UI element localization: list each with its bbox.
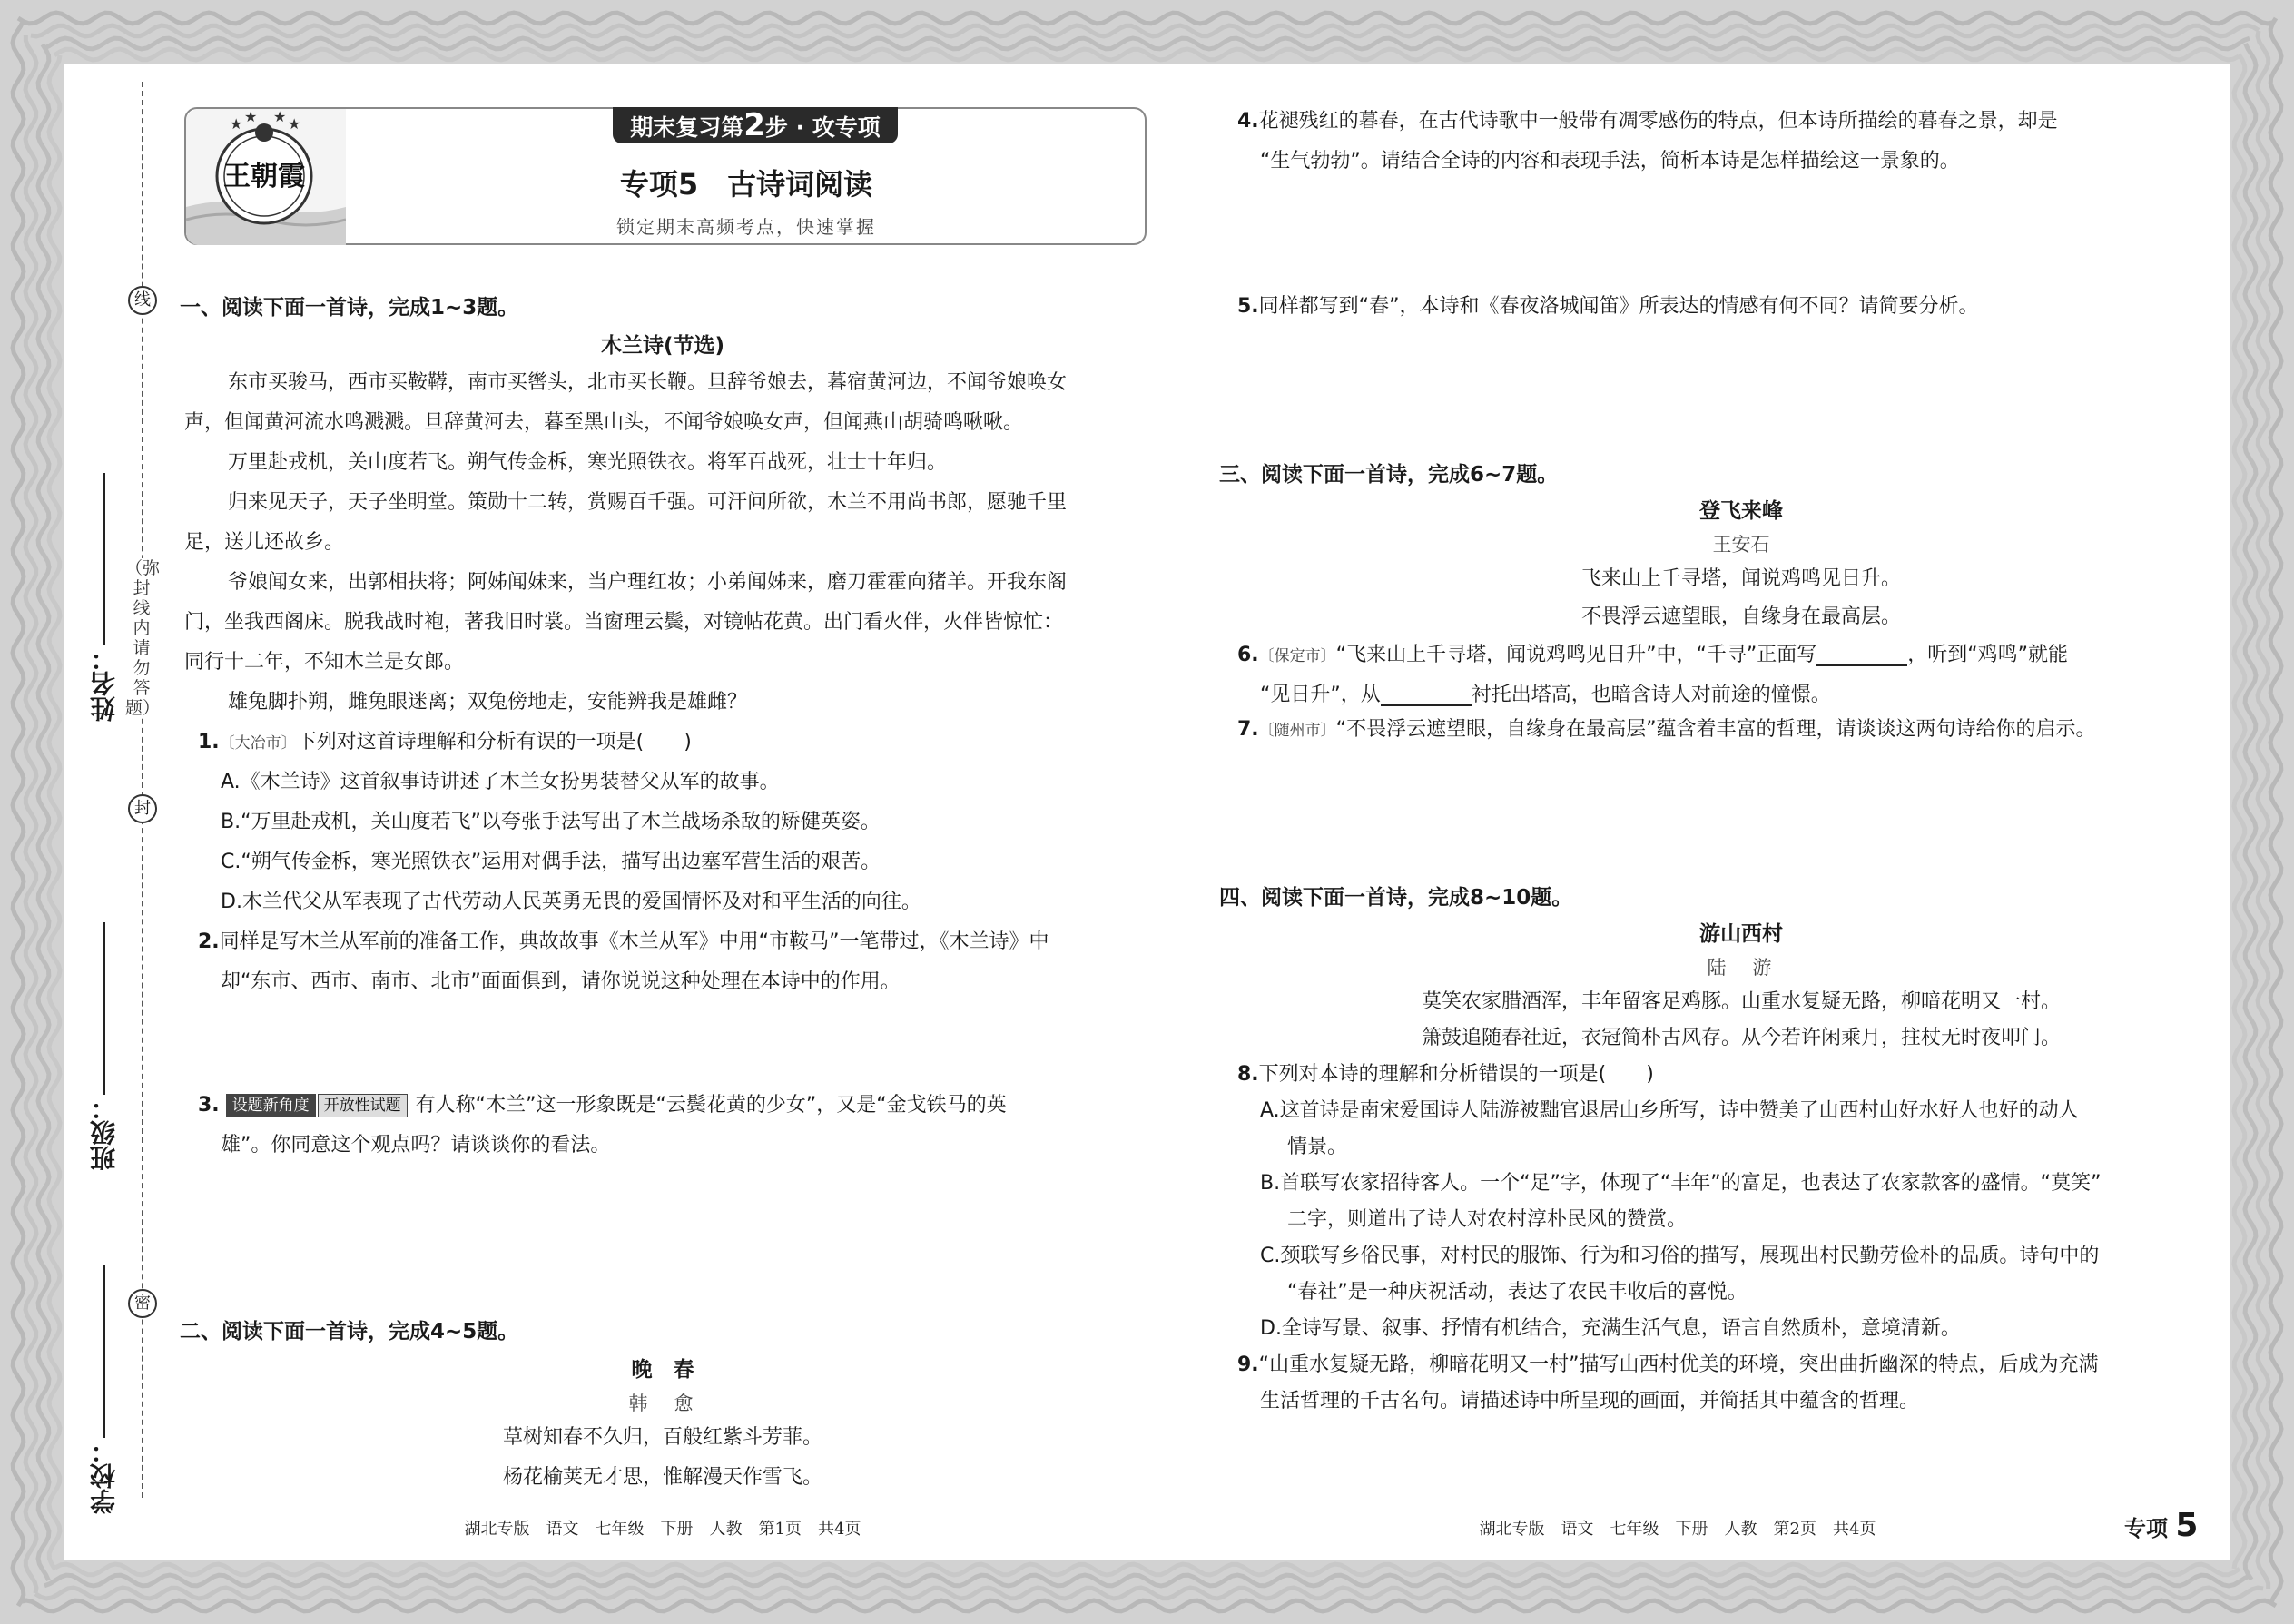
class-field[interactable] [82,917,127,1171]
q7-source: 〔随州市〕 [1258,722,1336,740]
q6-num: 6. [1237,644,1259,666]
section-1-heading: 一、阅读下面一首诗，完成1~3题。 [180,296,519,320]
section-corner-label [2124,1507,2198,1544]
logo-text: 王朝霞 [223,161,305,192]
q1-source: 〔大冶市〕 [219,734,297,753]
q7-answer-area[interactable] [1260,755,2250,855]
seal-circle-feng: 封 [128,794,157,823]
q3-line: 雄”。你同意这个观点吗？请谈谈你的看法。 [221,1134,611,1156]
footer-right: 湖北专版 语文 七年级 下册 人教 第2页 共4页 [1479,1520,1876,1539]
svg-text:★: ★ [273,109,287,125]
q8-text: 下列对本诗的理解和分析错误的一项是( ) [1258,1063,1654,1086]
corner-label-num: 5 [2175,1507,2199,1544]
q6-blank-2[interactable] [1381,684,1472,706]
q1-option-c[interactable]: C.“朔气传金柝，寒光照铁衣”运用对偶手法，描写出边塞军营生活的艰苦。 [221,851,881,873]
poem-1-line: 东市买骏马，西市买鞍鞯，南市买辔头，北市买长鞭。旦辞爷娘去，暮宿黄河边，不闻爷娘唤女 [228,371,1068,394]
question-1 [198,723,692,763]
q8-option-d[interactable]: D.全诗写景、叙事、抒情有机结合，充满生活气息，语言自然质朴，意境清新。 [1260,1317,1961,1340]
q3-tag-open: 开放性试题 [318,1094,408,1117]
class-label: 班级： [89,1095,119,1171]
poem-4-title: 游山西村 [1699,922,1783,946]
section-3-heading: 三、阅读下面一首诗，完成6~7题。 [1219,463,1559,487]
name-blank[interactable] [103,473,105,645]
question-5 [1237,287,1978,327]
q7-text: “不畏浮云遮望眼，自缘身在最高层”蕴含着丰富的哲理，请谈谈这两句诗给你的启示。 [1335,718,2096,741]
poem-2-title: 晚 春 [631,1358,694,1382]
seal-circle-mi: 密 [128,1289,157,1318]
question-4 [1237,102,2058,142]
poem-1-line: 归来见天子，天子坐明堂。策勋十二转，赏赐百千强。可汗问所欲，木兰不用尚书郎，愿驰千里 [228,491,1068,514]
question-7 [1237,710,2095,751]
poem-2-line: 草树知春不久归，百般红紫斗芳菲。 [502,1426,822,1449]
footer-left: 湖北专版 语文 七年级 下册 人教 第1页 共4页 [464,1520,861,1539]
q6-text-b: ，听到“鸡鸣”就能 [1907,644,2069,666]
q1-option-d[interactable]: D.木兰代父从军表现了古代劳动人民英勇无畏的爱国情怀及对和平生活的向往。 [221,891,921,913]
poem-1-line: 声，但闻黄河流水鸣溅溅。旦辞黄河去，暮至黑山头，不闻爷娘唤女声，但闻燕山胡骑鸣啾啾。 [184,411,1024,434]
q9-num: 9. [1237,1353,1259,1376]
q4-line: 花褪残红的暮春，在古代诗歌中一般带有凋零感伤的特点，但本诗所描绘的暮春之景，却是 [1258,110,2058,133]
poem-2-line: 杨花榆荚无才思，惟解漫天作雪飞。 [502,1466,822,1489]
poem-3-title: 登飞来峰 [1699,499,1783,523]
q1-text: 下列对这首诗理解和分析有误的一项是( ) [296,731,692,753]
seal-circle-xian: 线 [128,286,157,315]
q8-option-c[interactable]: C.颈联写乡俗民事，对村民的服饰、行为和习俗的描写，展现出村民勤劳俭朴的品质。诗句中的 [1260,1245,2100,1267]
q6-blank-1[interactable] [1816,645,1907,666]
question-6 [1237,635,2068,676]
q2-num: 2. [198,930,220,953]
poem-4-line: 莫笑农家腊酒浑，丰年留客足鸡豚。山重水复疑无路，柳暗花明又一村。 [1421,990,2061,1013]
svg-text:★: ★ [288,115,301,133]
poem-1-line: 门，坐我西阁床。脱我战时袍，著我旧时裳。当窗理云鬓，对镜帖花黄。出门看火伴，火伴皆惊忙： [184,611,1064,634]
q5-text: 同样都写到“春”，本诗和《春夜洛城闻笛》所表达的情感有何不同？请简要分析。 [1258,295,1979,318]
poem-3-line: 不畏浮云遮望眼，自缘身在最高层。 [1580,605,1901,628]
question-9 [1237,1345,2098,1385]
q6-text-a: “飞来山上千寻塔，闻说鸡鸣见日升”中，“千寻”正面写 [1335,644,1817,666]
question-8 [1237,1055,1654,1095]
step-num: 2 [743,107,765,143]
exam-paper [64,64,2230,1560]
question-3 [198,1086,1007,1126]
q5-answer-area[interactable] [1260,332,2250,432]
section-4-heading: 四、阅读下面一首诗，完成8~10题。 [1219,886,1573,910]
poem-3-author: 王安石 [1712,534,1770,556]
poem-1-line: 同行十二年，不知木兰是女郎。 [184,651,465,674]
poem-2-author: 韩 愈 [628,1393,697,1414]
q2-line: 同样是写木兰从军前的准备工作，典故故事《木兰从军》中用“市鞍马”一笔带过，《木兰诗》中 [219,930,1049,953]
q3-num: 3. [198,1094,220,1117]
class-blank[interactable] [103,922,105,1095]
q8-num: 8. [1237,1063,1259,1086]
step-badge [613,107,898,143]
poem-1-line: 爷娘闻女来，出郭相扶将；阿姊闻妹来，当户理红妆；小弟闻姊来，磨刀霍霍向猪羊。开我东阁 [228,571,1068,594]
q8-option-b[interactable]: B.首联写农家招待客人。一个“足”字，体现了“丰年”的富足，也表达了农家款客的盛情。“莫笑” [1260,1172,2102,1195]
q2-line: 却“东市、西市、南市、北市”面面俱到，请你说说这种处理在本诗中的作用。 [221,970,901,993]
q6-text-c: “见日升”，从 [1260,684,1381,706]
question-2 [198,922,1049,962]
q1-num: 1. [198,731,220,753]
q4-num: 4. [1237,110,1259,133]
school-field[interactable] [82,1260,127,1514]
poem-1-line: 万里赴戎机，关山度若飞。朔气传金柝，寒光照铁衣。将军百战死，壮士十年归。 [228,451,948,474]
poem-4-line: 箫鼓追随春社近，衣冠简朴古风存。从今若许闲乘月，拄杖无时夜叩门。 [1421,1027,2061,1049]
name-field[interactable] [82,468,127,722]
q9-answer-area[interactable] [1260,1425,2250,1507]
q9-line: 生活哲理的千古名句。请描述诗中所呈现的画面，并简括其中蕴含的哲理。 [1260,1390,1920,1412]
q3-line: 有人称“木兰”这一形象既是“云鬓花黄的少女”，又是“金戈铁马的英 [415,1094,1007,1117]
q3-tag-new-angle: 设题新角度 [226,1094,316,1117]
publisher-logo [186,109,346,245]
q6-text-d: 衬托出塔高，也暗含诗人对前途的憧憬。 [1471,684,1831,706]
school-blank[interactable] [103,1265,105,1438]
step-prefix: 期末复习第 [630,114,744,141]
q9-line: “山重水复疑无路，柳暗花明又一村”描写山西村优美的环境，突出曲折幽深的特点，后成为充满 [1258,1353,2099,1376]
q1-option-a[interactable]: A.《木兰诗》这首叙事诗讲述了木兰女扮男装替父从军的故事。 [221,771,780,793]
seal-note: （弥封线内请勿答题） [125,558,161,718]
section-2-heading: 二、阅读下面一首诗，完成4~5题。 [180,1320,519,1343]
q4-line: “生气勃勃”。请结合全诗的内容和表现手法，简析本诗是怎样描绘这一景象的。 [1260,150,1960,172]
poem-1-line: 足，送儿还故乡。 [184,531,345,554]
tagline: 锁定期末高频考点，快速掌握 [616,216,876,238]
q8-option-a-cont: 情景。 [1287,1136,1348,1158]
svg-text:★: ★ [244,109,258,125]
q7-num: 7. [1237,718,1259,741]
q4-answer-area[interactable] [1260,187,2250,287]
q6-source: 〔保定市〕 [1258,647,1336,665]
header-card [184,107,1147,245]
svg-text:★: ★ [230,115,243,133]
q8-option-c-cont: “春社”是一种庆祝活动，表达了农民丰收后的喜悦。 [1287,1281,1748,1304]
q8-option-b-cont: 二字，则道出了诗人对农村淳朴民风的赞赏。 [1287,1208,1688,1231]
poem-1-line: 雄兔脚扑朔，雌兔眼迷离；双兔傍地走，安能辨我是雄雌？ [228,691,748,714]
school-label: 学校： [89,1438,119,1514]
q1-option-b[interactable]: B.“万里赴戎机，关山度若飞”以夸张手法写出了木兰战场杀敌的矫健英姿。 [221,811,881,833]
poem-1-title: 木兰诗(节选) [600,334,725,358]
step-suffix: 步 · 攻专项 [764,114,881,141]
q5-num: 5. [1237,295,1259,318]
q3-answer-area[interactable] [221,1171,1137,1289]
topic-title: 专项5 古诗词阅读 [619,167,873,202]
q8-option-a[interactable]: A.这首诗是南宋爱国诗人陆游被黜官退居山乡所写，诗中赞美了山西村山好水好人也好的动人 [1260,1099,2079,1122]
poem-4-author: 陆 游 [1707,957,1776,979]
name-label: 姓名： [89,645,119,722]
poem-3-line: 飞来山上千寻塔，闻说鸡鸣见日升。 [1580,567,1901,590]
corner-label-text: 专项 [2124,1516,2168,1541]
